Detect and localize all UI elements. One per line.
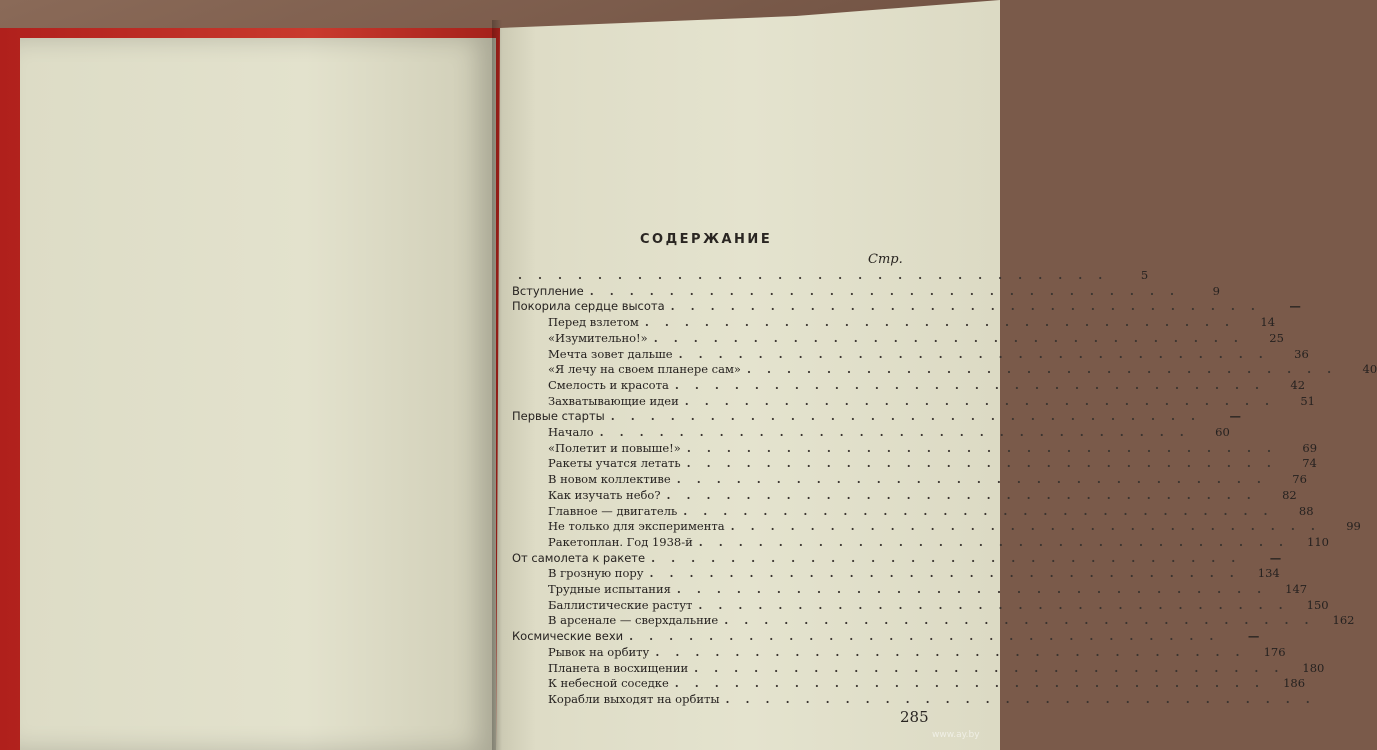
dot-leader: . . . . . . . . . . . . . . . . . . . . . . . . . . . . . . — [653, 331, 1244, 345]
toc-entry-page: 134 — [1257, 566, 1280, 580]
toc-subsection — [548, 347, 1309, 363]
dot-leader: . . . . . . . . . . . . . . . . . . . . . . . . . . . . . . — [694, 661, 1285, 675]
toc-entry-title: Главное — двигатель — [548, 504, 678, 518]
toc-entry-page: 176 — [1263, 645, 1286, 659]
toc-entry-page: — — [1289, 299, 1301, 313]
toc-subsection — [548, 692, 1316, 708]
toc-section — [512, 268, 1149, 284]
toc-entry-title: «Полетит и повыше!» — [548, 441, 681, 455]
dot-leader: . . . . . . . . . . . . . . . . . . . . . . . . . . . . . . — [518, 268, 1109, 282]
dot-leader: . . . . . . . . . . . . . . . . . . . . . . . . . . . . . . — [670, 299, 1261, 313]
toc-section — [512, 629, 1260, 645]
toc-entry-title: Ракеты учатся летать — [548, 456, 681, 470]
toc-subsection — [548, 566, 1280, 582]
toc-entry-page: 110 — [1307, 535, 1329, 549]
toc-subsection — [548, 378, 1306, 394]
toc-subsection — [548, 598, 1329, 614]
toc-subsection — [548, 582, 1308, 598]
toc-entry-page: — — [1247, 629, 1260, 643]
dot-leader: . . . . . . . . . . . . . . . . . . . . . . . . . . . . . . — [724, 613, 1315, 627]
toc-entry-page: 186 — [1283, 676, 1306, 690]
contents-heading: СОДЕРЖАНИЕ — [640, 232, 773, 247]
toc-entry-title: «Я лечу на своем планере сам» — [548, 362, 741, 376]
dot-leader: . . . . . . . . . . . . . . . . . . . . . . . . . . . . . . — [684, 394, 1275, 408]
toc-entry-page: 51 — [1300, 394, 1315, 408]
toc-entry-page: 5 — [1140, 268, 1149, 282]
watermark: www.ay.by — [932, 730, 980, 740]
toc-subsection — [548, 488, 1297, 504]
toc-entry-title: В грозную пору — [548, 566, 644, 580]
left-blank-page — [20, 38, 496, 750]
toc-entry-title: Захватывающие идеи — [548, 394, 679, 408]
dot-leader: . . . . . . . . . . . . . . . . . . . . . . . . . . . . . . — [589, 284, 1180, 298]
toc-entry-page: 162 — [1332, 613, 1355, 627]
toc-entry-page: 74 — [1302, 456, 1317, 470]
toc-entry-page: 40 — [1362, 362, 1377, 376]
toc-subsection — [548, 362, 1377, 378]
dot-leader: . . . . . . . . . . . . . . . . . . . . . . . . . . . . . . — [698, 598, 1289, 612]
toc-subsection — [548, 441, 1318, 457]
dot-leader: . . . . . . . . . . . . . . . . . . . . . . . . . . . . . . — [698, 535, 1289, 549]
toc-section — [512, 551, 1282, 567]
toc-entry-title: К небесной соседке — [548, 676, 669, 690]
toc-entry-title: Рывок на орбиту — [548, 645, 650, 659]
dot-leader: . . . . . . . . . . . . . . . . . . . . . . . . . . . . . . — [649, 566, 1240, 580]
toc-entry-title: Трудные испытания — [548, 582, 671, 596]
toc-entry-title: Первые старты — [512, 409, 605, 423]
toc-entry-title: Ракетоплан. Год 1938-й — [548, 535, 693, 549]
toc-entry-page: — — [1229, 409, 1241, 423]
page-number: 285 — [900, 708, 929, 726]
dot-leader: . . . . . . . . . . . . . . . . . . . . . . . . . . . . . . — [676, 472, 1267, 486]
toc-entry-title: Покорила сердце высота — [512, 299, 665, 313]
toc-subsection — [548, 645, 1286, 661]
toc-entry-title: Космические вехи — [512, 629, 624, 643]
dot-leader: . . . . . . . . . . . . . . . . . . . . . . . . . . . . . . — [676, 582, 1268, 596]
toc-entry-page: 147 — [1285, 582, 1308, 596]
toc-entry-title: Перед взлетом — [548, 315, 639, 329]
toc-subsection — [548, 394, 1315, 410]
toc-entry-title: В арсенале — сверхдальние — [548, 613, 719, 627]
toc-entry-title: Мечта зовет дальше — [548, 347, 673, 361]
toc-entry-page: 82 — [1282, 488, 1297, 502]
toc-entry-title: Баллистические растут — [548, 598, 693, 612]
toc-subsection — [548, 315, 1276, 331]
toc-entry-title: «Изумительно!» — [548, 331, 648, 345]
dot-leader: . . . . . . . . . . . . . . . . . . . . . . . . . . . . . . — [599, 425, 1190, 439]
dot-leader: . . . . . . . . . . . . . . . . . . . . . . . . . . . . . . — [683, 504, 1274, 518]
toc-entry-page: 60 — [1215, 425, 1230, 439]
toc-entry-page: 69 — [1302, 441, 1318, 455]
toc-subsection — [548, 504, 1314, 520]
toc-subsection — [548, 519, 1361, 535]
dot-leader: . . . . . . . . . . . . . . . . . . . . . . . . . . . . . . — [674, 378, 1266, 392]
dot-leader: . . . . . . . . . . . . . . . . . . . . . . . . . . . . . . — [610, 409, 1201, 423]
toc-subsection — [548, 456, 1317, 472]
dot-leader: . . . . . . . . . . . . . . . . . . . . . . . . . . . . . . — [655, 645, 1246, 659]
toc-entry-title: Планета в восхищении — [548, 661, 689, 675]
toc-entry-page: 88 — [1298, 504, 1314, 518]
toc-entry-page: 180 — [1302, 661, 1325, 675]
toc-subsection — [548, 472, 1307, 488]
toc-subsection — [548, 661, 1325, 677]
dot-leader: . . . . . . . . . . . . . . . . . . . . . . . . . . . . . . — [651, 551, 1242, 565]
toc-entry-title: Начало — [548, 425, 594, 439]
dot-leader: . . . . . . . . . . . . . . . . . . . . . . . . . . . . . . — [674, 676, 1266, 690]
dot-leader: . . . . . . . . . . . . . . . . . . . . . . . . . . . . . . — [686, 456, 1277, 470]
toc-entry-title: От самолета к ракете — [512, 551, 646, 565]
toc-entry-page: 76 — [1292, 472, 1307, 486]
toc-section — [512, 284, 1220, 300]
dot-leader: . . . . . . . . . . . . . . . . . . . . . . . . . . . . . . — [730, 519, 1321, 533]
page-column-label: Стр. — [868, 252, 903, 267]
dot-leader: . . . . . . . . . . . . . . . . . . . . . . . . . . . . . . — [678, 347, 1269, 361]
toc-section — [512, 409, 1241, 425]
toc-entry-title: Не только для эксперимента — [548, 519, 725, 533]
toc-entry-page: 99 — [1346, 519, 1361, 533]
toc-subsection — [548, 331, 1284, 347]
toc-entry-page: — — [1269, 551, 1282, 565]
toc-entry-page: 9 — [1212, 284, 1220, 298]
toc-subsection — [548, 613, 1355, 629]
toc-entry-title: Смелость и красота — [548, 378, 669, 392]
toc-subsection — [548, 535, 1329, 551]
dot-leader: . . . . . . . . . . . . . . . . . . . . . . . . . . . . . . — [629, 629, 1220, 643]
toc-subsection — [548, 676, 1306, 692]
dot-leader: . . . . . . . . . . . . . . . . . . . . . . . . . . . . . . — [686, 441, 1278, 455]
toc-entry-page: 14 — [1260, 315, 1276, 329]
toc-entry-title: В новом коллективе — [548, 472, 671, 486]
dot-leader: . . . . . . . . . . . . . . . . . . . . . . . . . . . . . . — [746, 362, 1338, 376]
toc-entry-title: Как изучать небо? — [548, 488, 661, 502]
toc-entry-page: 25 — [1269, 331, 1284, 345]
toc-entry-page: 36 — [1294, 347, 1309, 361]
toc-section — [512, 299, 1301, 315]
dot-leader: . . . . . . . . . . . . . . . . . . . . . . . . . . . . . . — [644, 315, 1236, 329]
book-gutter — [492, 20, 502, 750]
toc-subsection — [548, 425, 1230, 441]
toc-entry-page: 42 — [1290, 378, 1306, 392]
dot-leader: . . . . . . . . . . . . . . . . . . . . . . . . . . . . . . — [666, 488, 1257, 502]
toc-entry-page: 150 — [1306, 598, 1329, 612]
toc-entry-title: Вступление — [512, 284, 584, 298]
dot-leader: . . . . . . . . . . . . . . . . . . . . . . . . . . . . . . — [725, 692, 1316, 706]
toc-entry-title: Корабли выходят на орбиты — [548, 692, 720, 706]
